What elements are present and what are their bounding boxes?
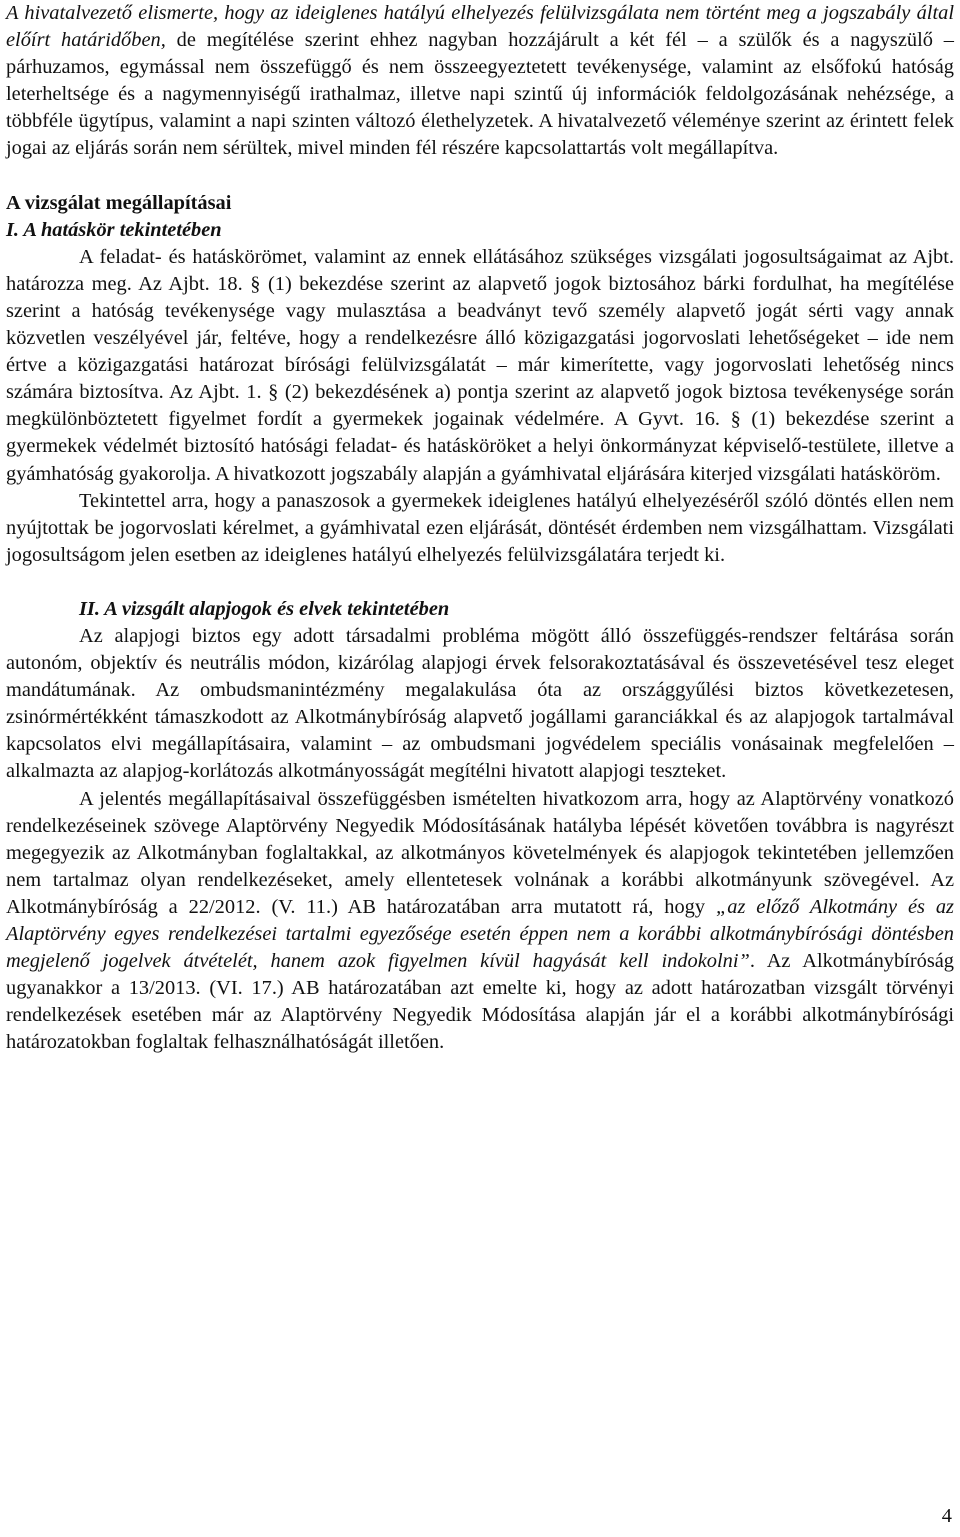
paragraph-rights-2-part-a: A jelentés megállapításaival összefüggésben ismételten hivatkozom arra, hogy az Alaptörvény vonatkozó rendelkezéseinek szövege Alaptörvény Negyedik Módosításának hatályba lépését követően továbbra is nagyrészt megegyezik az Alkotmányban foglaltakkal, az alkotmányos követelmények és alapjogok tekintetében jellemzően nem tartalmaz olyan rendelkezéseket, amely ellentetesek volnának a korábbi alkotmányunk szövegével. Az Alkotmánybíróság a 22/2012. (V. 11.) AB határozatában arra mutatott rá, hogy	[6, 787, 954, 918]
paragraph-competence-1: A feladat- és hatáskörömet, valamint az ennek ellátásához szükséges vizsgálati jogosultságaimat az Ajbt. határozza meg. Az Ajbt. 18. § (1) bekezdése szerint az alapvető jogok biztosához bárki fordulhat, ha megítélése szerint a hatóság tevékenysége vagy mulasztása a beadványt tevő személy alapvető jogát sérti vagy annak közvetlen veszélyével jár, feltéve, hogy a rendelkezésre álló közigazgatási jogorvoslati lehetőségeket – ide nem értve a közigazgatási határozat bírósági felülvizsgálatát – már kimerítette, vagy jogorvoslati lehetőség nincs számára biztosítva. Az Ajbt. 1. § (2) bekezdésének a) pontja szerint az alapvető jogok biztosa tevékenysége során megkülönböztetett figyelmet fordít a gyermekek jogainak védelmére. A Gyvt. 16. § (1) bekezdése szerint a gyermekek védelmét biztosító hatósági feladat- és hatásköröket a helyi önkormányzat képviselő-testülete, illetve a gyámhatóság gyakorolja. A hivatkozott jogszabály alapján a gyámhivatal eljárására kiterjed vizsgálati hatásköröm.	[6, 245, 954, 485]
paragraph-competence-2: Tekintettel arra, hogy a panaszosok a gyermekek ideiglenes hatályú elhelyezéséről szóló döntés ellen nem nyújtottak be jogorvoslati kérelmet, a gyámhivatal ezen eljárását, döntését érdemben nem vizsgálhattam. Vizsgálati jogosultságom jelen esetben az ideiglenes hatályú elhelyezés felülvizsgálatára terjedt ki.	[6, 489, 954, 566]
paragraph-rights-2	[6, 786, 954, 1057]
document-page	[6, 0, 954, 1056]
intro-rest-text: de megítélése szerint ehhez nagyban hozzájárult a két fél – a szülők és a nagyszülő – párhuzamos, egymással nem összefüggő és nem összeegyeztetett tevékenysége, valamint az elsőfokú hatóság leterheltsége és a nagymennyiségű irathalmaz, illetve napi szintű új információk feldolgozásának nehézsége, a többféle ügytípus, valamint a napi szinten változó élethelyzetek. A hivatalvezető véleménye szerint az érintett felek jogai az eljárás során nem sérültek, mivel minden fél részére kapcsolattartás volt megállapítva.	[6, 29, 954, 160]
heading-competence: I. A hatáskör tekintetében	[6, 218, 222, 241]
heading-findings: A vizsgálat megállapításai	[6, 191, 232, 214]
paragraph-rights-1: Az alapjogi biztos egy adott társadalmi probléma mögött álló összefüggés-rendszer feltárása során autonóm, objektív és neutrális módon, kizárólag alapjogi érvek felsorakoztatásával és összevetésével tesz eleget mandátumának. Az ombudsmanintézmény megalakulása óta az országgyűlési biztos következetesen, zsinórmértékként támaszkodott az Alkotmánybíróság alapvető jogállami garanciákkal és az alapjogok tartalmával kapcsolatos elvi megállapításaira, valamint – az ombudsmani jogvédelem speciális vonásainak megfelelően – alkalmazta az alapjog-korlátozás alkotmányosságát megítélni hivatott alapjogi teszteket.	[6, 624, 954, 783]
page-number: 4	[941, 1505, 952, 1527]
paragraph-rights-2-quote: „az előző Alkotmány és az Alaptörvény egyes rendelkezései tartalmi egyezősége esetén éppen nem a korábbi alkotmánybírósági döntésben megjelenő jogelvek átvételét, hanem azok figyelmen kívül hagyását kell indokolni”	[6, 895, 954, 973]
heading-rights: II. A vizsgált alapjogok és elvek tekintetében	[79, 597, 450, 620]
paragraph-rights-2-part-b: . Az Alkotmánybíróság ugyanakkor a 13/2013. (VI. 17.) AB határozatában azt emelte ki, hogy az adott határozatban vizsgált törvényi rendelkezések esetében már az Alaptörvény Negyedik Módosítása alapján jár el a korábbi alkotmánybírósági határozatokban foglaltak felhasználhatóságát illetően.	[6, 950, 954, 1054]
intro-paragraph	[6, 0, 954, 163]
intro-italic-text: A hivatalvezető elismerte, hogy az ideiglenes hatályú elhelyezés felülvizsgálata nem történt meg a jogszabály által előírt határidőben,	[6, 2, 954, 52]
